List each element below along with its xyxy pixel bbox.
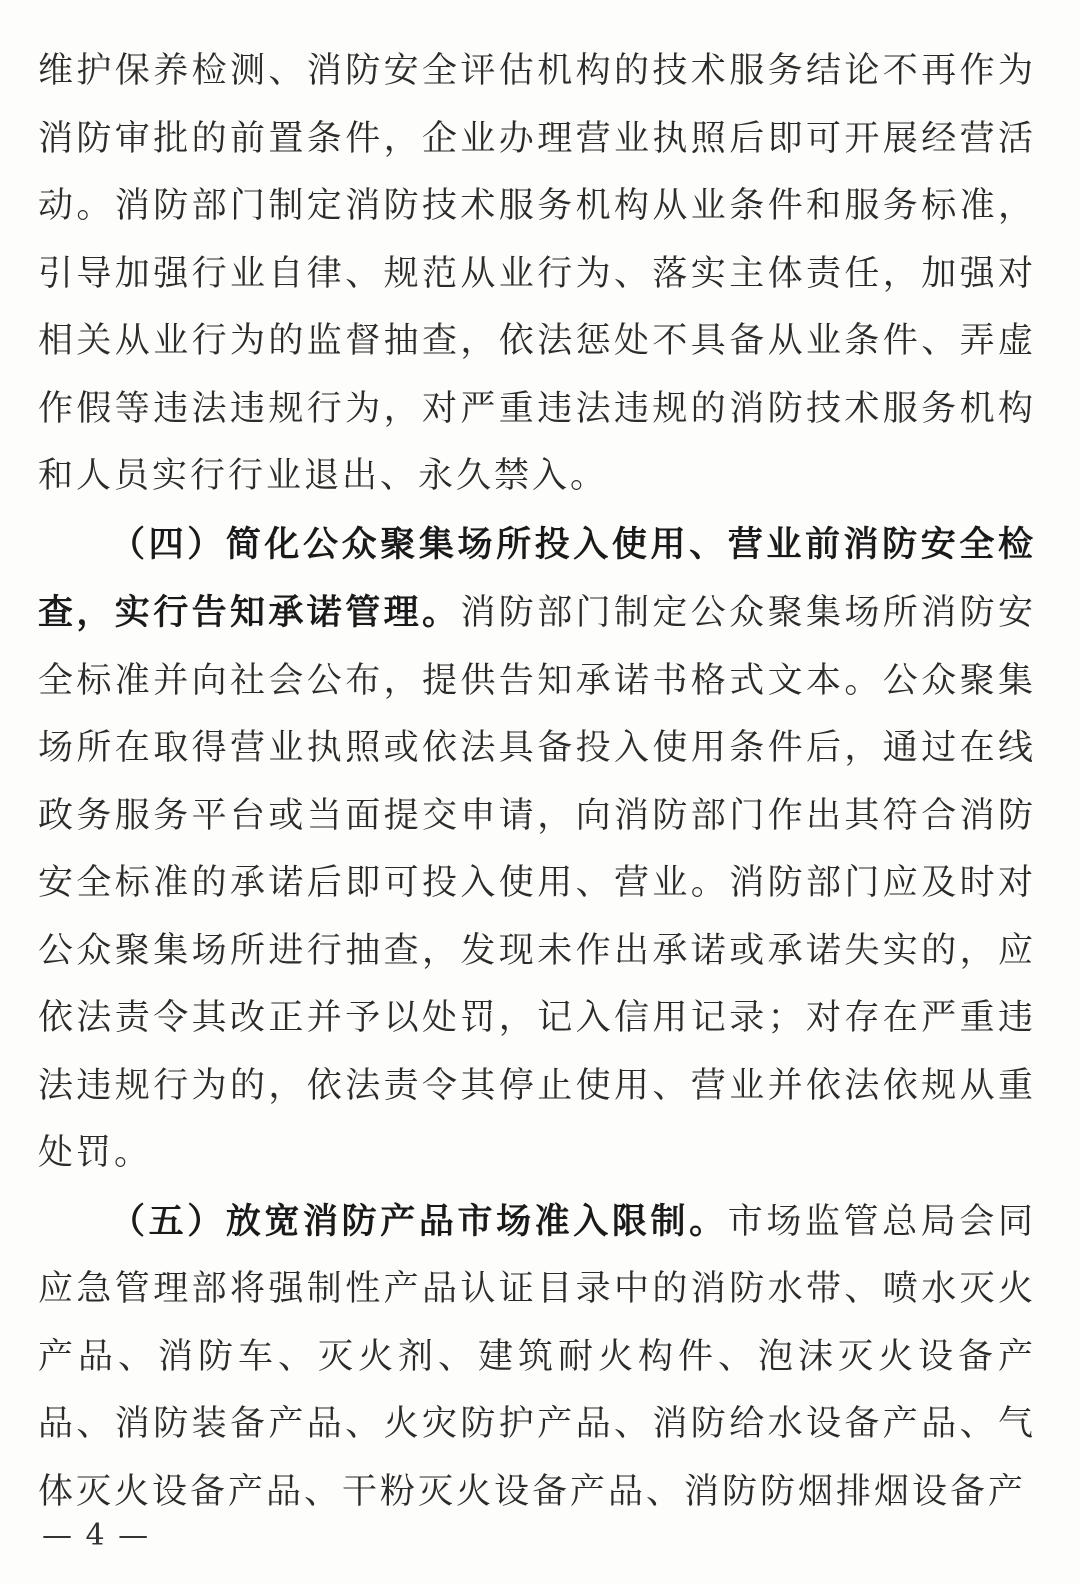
page-number: — 4 — (42, 1518, 151, 1553)
paragraph-fire-products-market (38, 1188, 1036, 1527)
paragraph-public-gathering-places (38, 511, 1036, 1188)
section-heading-five: （五）放宽消防产品市场准入限制。 (110, 1200, 728, 1242)
document-body (38, 38, 1036, 1526)
section-heading-four: （四）简化公众聚集场所投入使用、营业前消防安全检查，实行告知承诺管理。 (38, 523, 1036, 633)
paragraph-text: 维护保养检测、消防安全评估机构的技术服务结论不再作为消防审批的前置条件，企业办理营业执照后即可开展经营活动。消防部门制定消防技术服务机构从业条件和服务标准，引导加强行业自律、规范从业行为、落实主体责任，加强对相关从业行为的监督抽查，依法惩处不具备从业条件、弄虚作假等违法违规行为，对严重违法违规的消防技术服务机构和人员实行行业退出、永久禁入。 (38, 51, 1036, 496)
paragraph-text: 消防部门制定公众聚集场所消防安全标准并向社会公布，提供告知承诺书格式文本。公众聚集场所在取得营业执照或依法具备投入使用条件后，通过在线政务服务平台或当面提交申请，向消防部门作出其符合消防安全标准的承诺后即可投入使用、营业。消防部门应及时对公众聚集场所进行抽查，发现未作出承诺或承诺失实的，应依法责令其改正并予以处罚，记入信用记录；对存在严重违法违规行为的，依法责令其停止使用、营业并依法依规从重处罚。 (38, 593, 1036, 1173)
paragraph-text: 市场监管总局会同应急管理部将强制性产品认证目录中的消防水带、喷水灭火产品、消防车、灭火剂、建筑耐火构件、泡沫灭火设备产品、消防装备产品、火灾防护产品、消防给水设备产品、气体灭火设备产品、干粉灭火设备产品、消防防烟排烟设备产 (38, 1201, 1036, 1512)
paragraph-technical-services (38, 38, 1036, 511)
